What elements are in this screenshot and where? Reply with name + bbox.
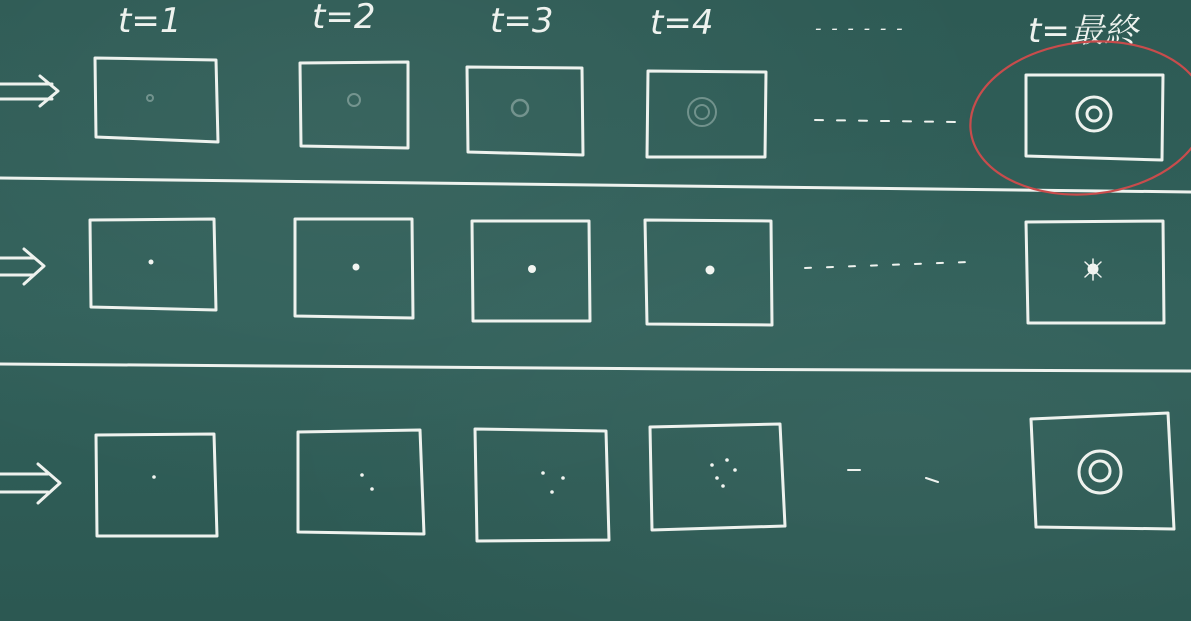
row-2-arrow: [0, 249, 44, 284]
label-t3: t=3: [490, 1, 554, 41]
row-divider-2: [0, 364, 1191, 371]
row-1-frame-final: [1026, 75, 1163, 160]
row-3-dot-3a: [541, 471, 545, 475]
row-2-dot-final-spikes: [1085, 259, 1101, 280]
row-3-ring-final-outer: [1079, 451, 1121, 493]
row-1-frame-3: [467, 67, 583, 155]
row-3-dot-4c: [733, 468, 737, 472]
row-3-arrow: [0, 464, 60, 503]
row-2: [0, 219, 1164, 325]
row-3-frame-final: [1031, 413, 1174, 529]
row-3-dot-2b: [370, 487, 374, 491]
row-2-dot-2: [353, 264, 360, 271]
row-1-dashes: [815, 120, 955, 122]
row-3-dot-3b: [561, 476, 565, 480]
row-3-ring-final-inner: [1090, 461, 1110, 481]
row-1-arrow: [0, 76, 58, 106]
row-1-ring-final-outer: [1077, 97, 1111, 131]
row-1-mark-1: [147, 95, 153, 101]
row-1-mark-2: [348, 94, 360, 106]
row-2-dot-3: [528, 265, 536, 273]
row-3-dot-4d: [715, 476, 719, 480]
label-t-final: t=最終: [1028, 11, 1138, 51]
row-1-ring-final-inner: [1087, 107, 1101, 121]
row-3-dashes: [848, 470, 938, 482]
row-2-dashes: [805, 262, 968, 268]
header-ellipsis: - - - - - -: [815, 18, 905, 39]
row-1-mark-3: [512, 100, 528, 116]
row-3-dot-2a: [360, 473, 364, 477]
row-3-frame-2: [298, 430, 424, 534]
row-3-dot-4e: [721, 484, 725, 488]
row-3-frame-3: [475, 429, 609, 541]
row-1-frame-4: [647, 71, 766, 157]
row-2-dot-4: [706, 266, 715, 275]
row-3-dot-4b: [725, 458, 729, 462]
row-3: [0, 413, 1174, 541]
row-3-frame-1: [96, 434, 217, 536]
row-2-dot-1: [149, 260, 154, 265]
label-t2: t=2: [312, 0, 376, 37]
row-1-mark-4-inner: [695, 105, 709, 119]
label-t4: t=4: [650, 3, 714, 43]
label-t1: t=1: [118, 1, 182, 41]
row-3-dot-4a: [710, 463, 714, 467]
row-3-dot-1: [152, 475, 156, 479]
row-3-dot-3c: [550, 490, 554, 494]
row-1-mark-4-outer: [688, 98, 716, 126]
row-2-frame-1: [90, 219, 216, 310]
row-1-frame-1: [95, 58, 218, 142]
